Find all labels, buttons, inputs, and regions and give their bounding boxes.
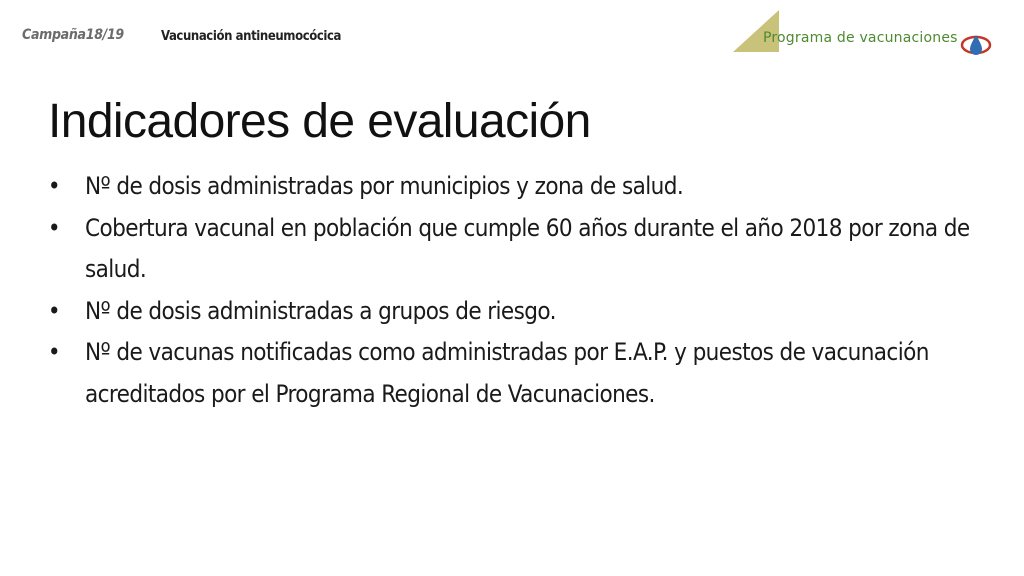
list-item bbox=[44, 332, 1000, 415]
page-title: Indicadores de evaluación bbox=[48, 95, 591, 148]
list-item-text: Nº de vacunas notificadas como administradas por E.A.P. y puestos de vacunación acreditados por el Programa Regional de Vacunaciones. bbox=[85, 338, 929, 408]
list-item-text: Nº de dosis administradas a grupos de riesgo. bbox=[85, 296, 556, 325]
list-item bbox=[44, 208, 1000, 291]
list-item-text: Nº de dosis administradas por municipios y zona de salud. bbox=[85, 172, 684, 200]
program-logo bbox=[733, 10, 993, 58]
bullet-icon: • bbox=[47, 338, 61, 366]
bullet-icon: • bbox=[47, 172, 61, 200]
list-item bbox=[44, 166, 1000, 208]
vaccine-drop-icon bbox=[959, 32, 993, 58]
list-item-text: Cobertura vacunal en población que cumple 60 años durante el año 2018 por zona de salud. bbox=[85, 213, 970, 283]
list-item bbox=[44, 291, 1000, 333]
bullet-icon: • bbox=[47, 213, 61, 242]
campaign-label: Campaña18/19 bbox=[22, 27, 124, 43]
bullet-icon: • bbox=[47, 296, 61, 325]
indicator-list bbox=[44, 166, 1000, 415]
topic-label: Vacunación antineumocócica bbox=[161, 29, 342, 44]
logo-text: Programa de vacunaciones bbox=[763, 30, 958, 46]
